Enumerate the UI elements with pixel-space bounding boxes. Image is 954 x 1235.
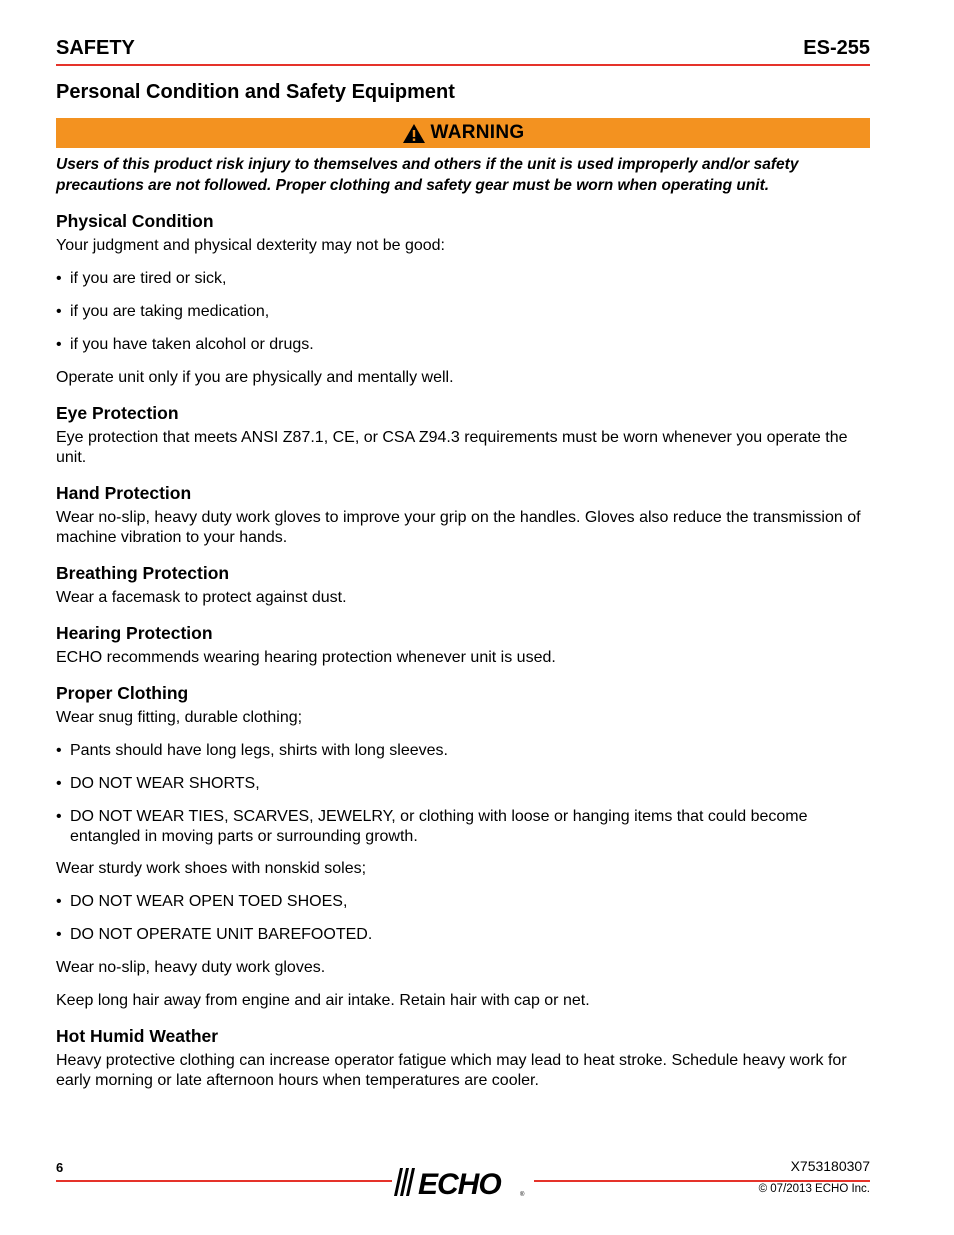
hand-protection-heading: Hand Protection (56, 483, 192, 503)
footer-rule-left (56, 1180, 392, 1182)
list-item: • DO NOT WEAR TIES, SCARVES, JEWELRY, or clothing with loose or hanging items that could become entangled in moving parts or surrounding growth. (56, 807, 870, 847)
hearing-protection-heading: Hearing Protection (56, 623, 213, 643)
physical-condition-intro: Your judgment and physical dexterity may not be good: (56, 237, 445, 254)
page-number: 6 (56, 1160, 64, 1175)
list-item: • if you are tired or sick, (56, 269, 870, 289)
proper-clothing-intro: Wear snug fitting, durable clothing; (56, 709, 303, 726)
warning-label: WARNING (430, 122, 525, 143)
section-title: Personal Condition and Safety Equipment (56, 81, 455, 103)
physical-condition-heading: Physical Condition (56, 211, 214, 231)
list-item: • Pants should have long legs, shirts with long sleeves. (56, 741, 870, 761)
warning-text: Users of this product risk injury to themselves and others if the unit is used improperly and/or safety precautions are not followed. Proper clothing and safety gear must be worn when operating unit. (56, 156, 799, 194)
hair-text: Keep long hair away from engine and air intake. Retain hair with cap or net. (56, 992, 590, 1009)
echo-logo (392, 1166, 534, 1198)
svg-text:ECHO: ECHO (418, 1168, 501, 1198)
page-header (56, 32, 870, 66)
gloves-text: Wear no-slip, heavy duty work gloves. (56, 959, 326, 976)
warning-banner (56, 118, 870, 148)
hearing-protection-text: ECHO recommends wearing hearing protection whenever unit is used. (56, 649, 556, 666)
list-item: • if you are taking medication, (56, 302, 870, 322)
list-item: • DO NOT OPERATE UNIT BAREFOOTED. (56, 925, 870, 945)
copyright: © 07/2013 ECHO Inc. (758, 1183, 870, 1195)
eye-protection-heading: Eye Protection (56, 403, 179, 423)
header-section-label: SAFETY (56, 37, 135, 59)
breathing-protection-text: Wear a facemask to protect against dust. (56, 589, 347, 606)
hand-protection-text: Wear no-slip, heavy duty work gloves to improve your grip on the handles. Gloves also reduce the transmission of machine vibration to your hands. (56, 509, 861, 546)
page-content (56, 32, 870, 1091)
hot-humid-weather-heading: Hot Humid Weather (56, 1026, 219, 1046)
eye-protection-text: Eye protection that meets ANSI Z87.1, CE, or CSA Z94.3 requirements must be worn whenever you operate the unit. (56, 429, 848, 466)
list-item: • if you have taken alcohol or drugs. (56, 335, 870, 355)
page-footer (56, 1158, 870, 1208)
list-item: • DO NOT WEAR OPEN TOED SHOES, (56, 892, 870, 912)
warning-triangle-icon (402, 123, 426, 144)
list-item: • DO NOT WEAR SHORTS, (56, 774, 870, 794)
proper-clothing-heading: Proper Clothing (56, 683, 189, 703)
hot-humid-weather-text: Heavy protective clothing can increase operator fatigue which may lead to heat stroke. Schedule heavy work for early morning or late afternoon hours when temperatures are cooler. (56, 1052, 847, 1089)
physical-condition-outro: Operate unit only if you are physically and mentally well. (56, 369, 454, 386)
breathing-protection-heading: Breathing Protection (56, 563, 230, 583)
footer-rule-right (534, 1180, 870, 1182)
header-model-number: ES-255 (803, 37, 870, 59)
shoes-intro: Wear sturdy work shoes with nonskid soles; (56, 860, 367, 877)
svg-text:®: ® (520, 1192, 525, 1198)
document-number: X753180307 (790, 1158, 870, 1174)
